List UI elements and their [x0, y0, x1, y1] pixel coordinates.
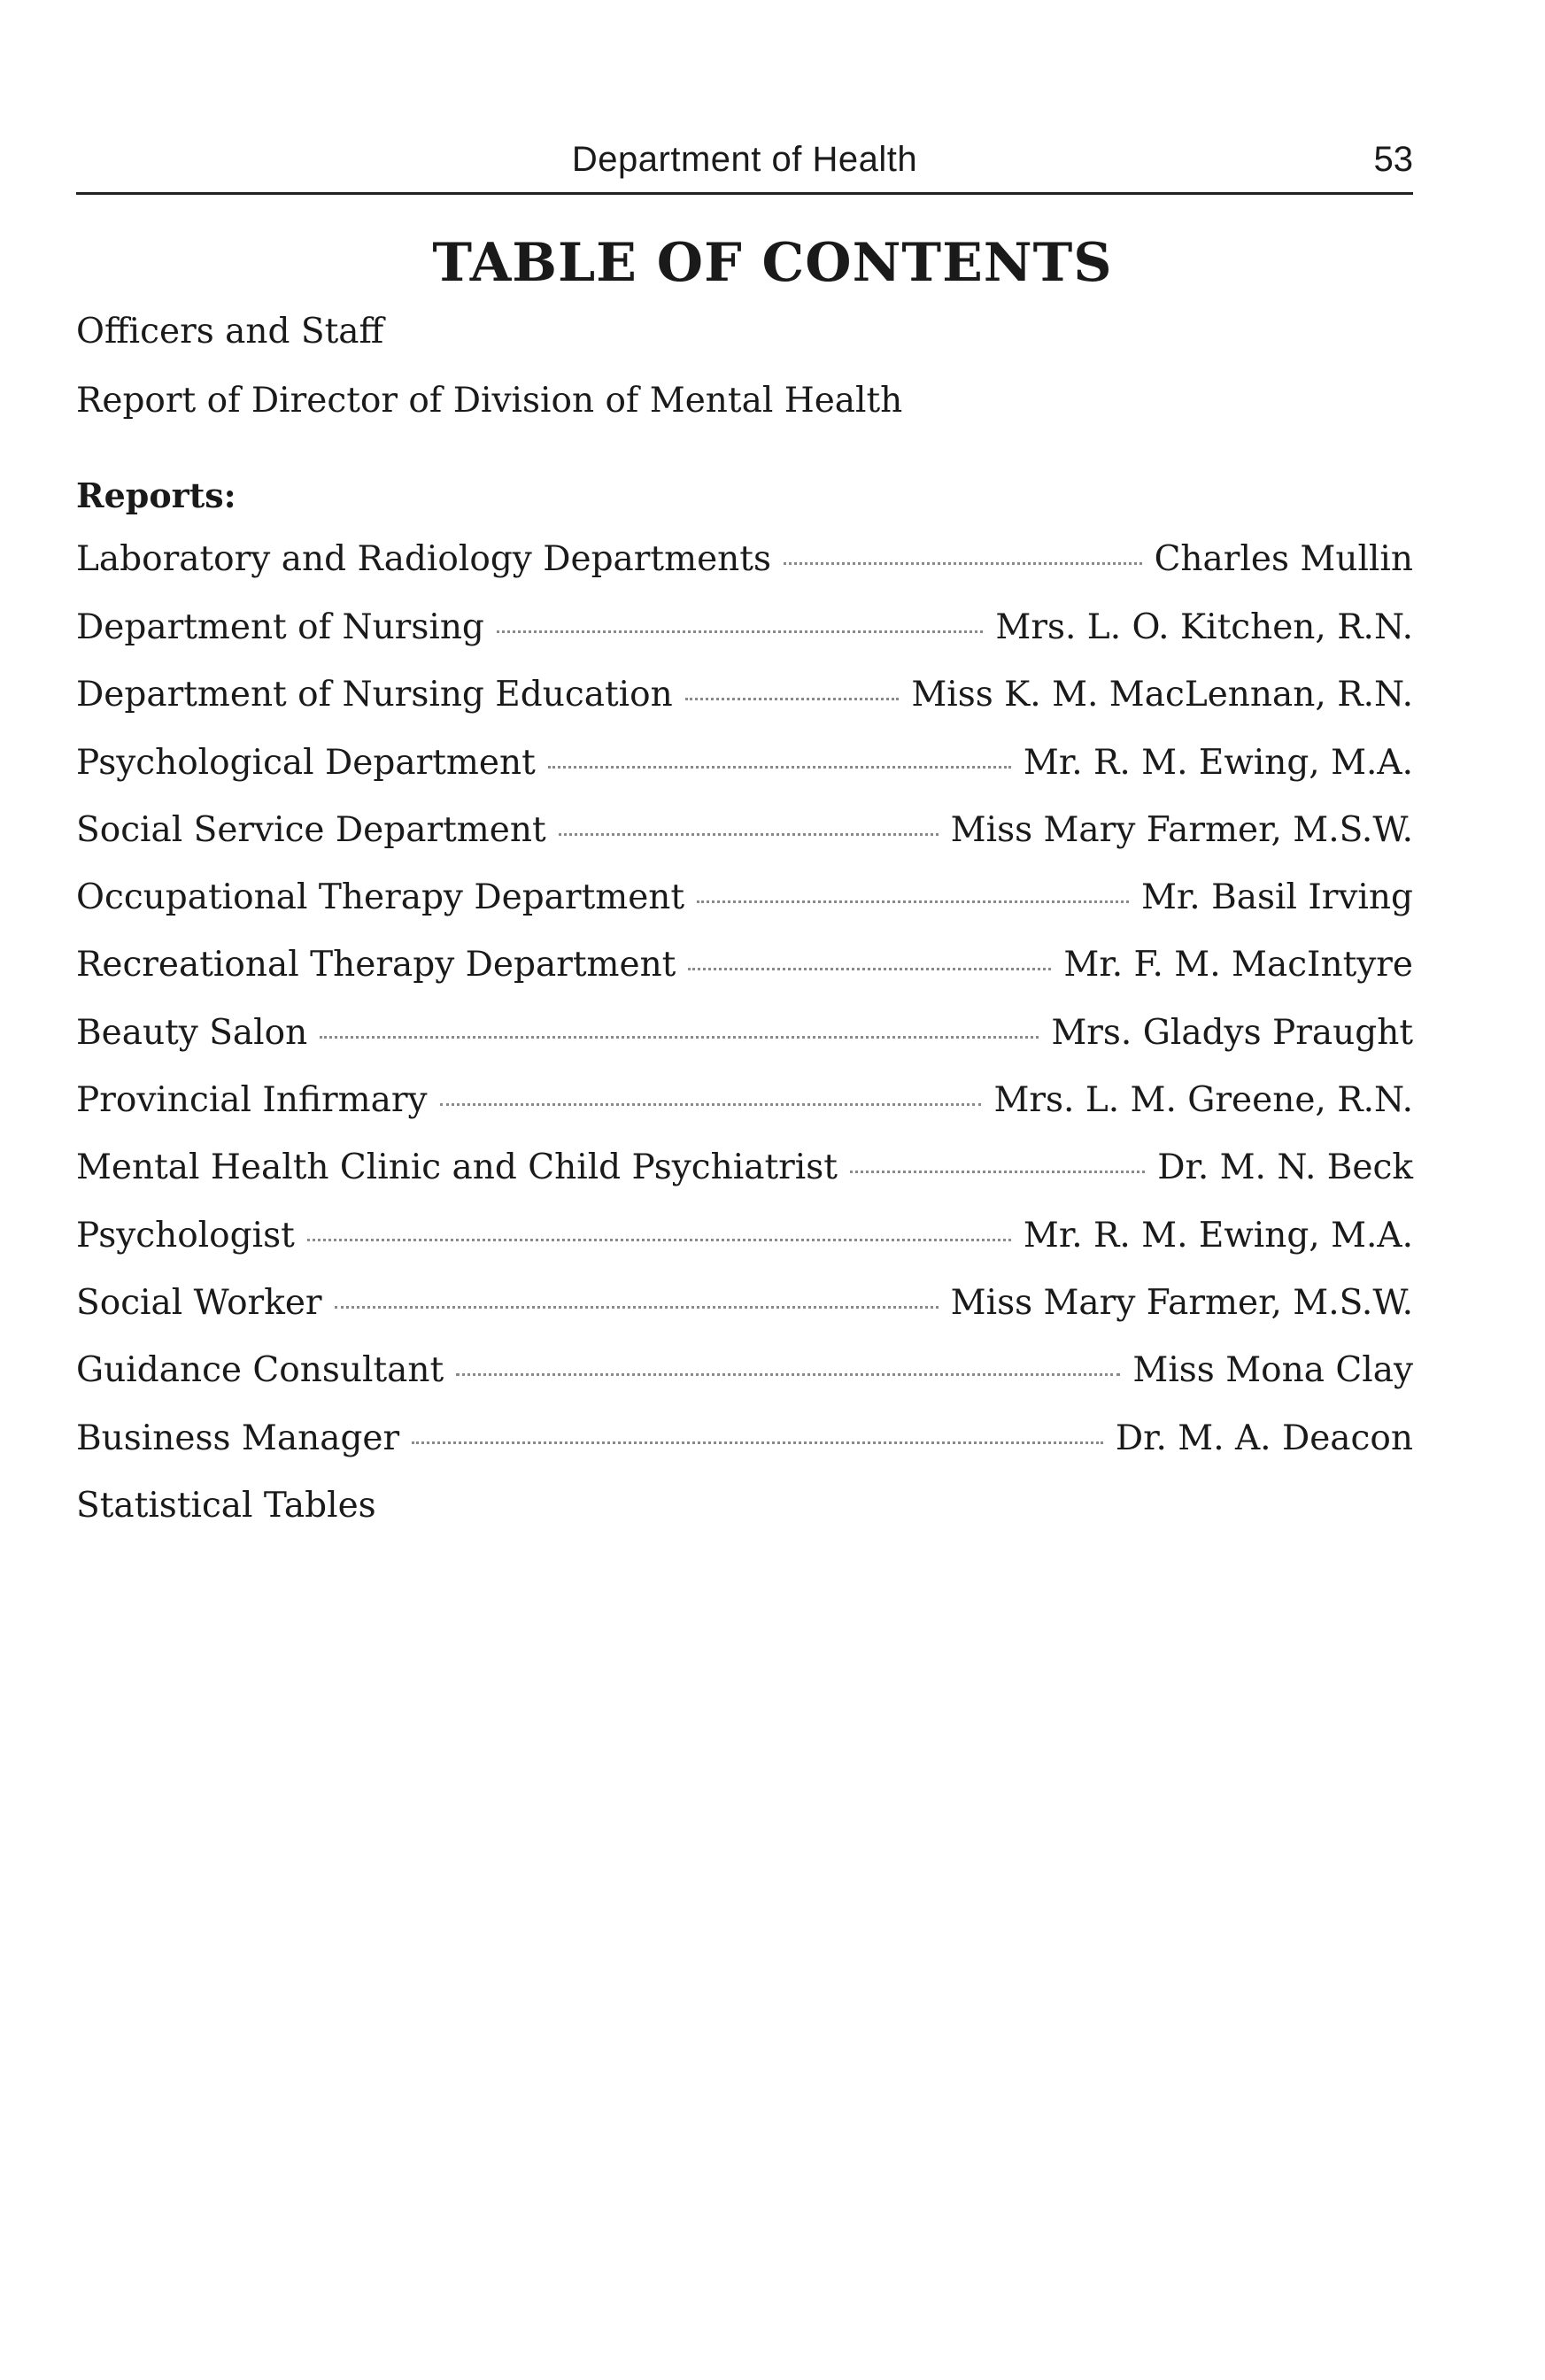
dot-leader: [456, 1373, 1120, 1376]
toc-entry: [76, 743, 1413, 787]
dot-leader: [850, 1171, 1145, 1173]
dot-leader: [440, 1103, 982, 1106]
toc-entry-label: Psychologist: [76, 1216, 295, 1256]
toc-entry-label: Recreational Therapy Department: [76, 945, 676, 985]
dot-leader: [548, 766, 1011, 769]
toc-entry: [76, 1283, 1413, 1327]
running-header: [76, 133, 1413, 186]
toc-entry-statistical-tables: Statistical Tables: [76, 1486, 376, 1526]
toc-entry-author: Mr. R. M. Ewing, M.A.: [1023, 1216, 1413, 1256]
toc-entry-label: Mental Health Clinic and Child Psychiatrist: [76, 1148, 838, 1187]
dot-leader: [307, 1239, 1011, 1241]
toc-entry-label: Beauty Salon: [76, 1013, 308, 1053]
toc-entry-author: Miss Mary Farmer, M.S.W.: [950, 810, 1413, 850]
toc-entry-label: Business Manager: [76, 1418, 400, 1458]
running-title: Department of Health: [571, 140, 918, 179]
toc-entry-author: Mrs. L. O. Kitchen, R.N.: [995, 607, 1413, 647]
dot-leader: [685, 698, 900, 700]
toc-entry-label: Occupational Therapy Department: [76, 877, 685, 917]
dot-leader: [559, 833, 939, 836]
toc-entry-author: Mr. F. M. MacIntyre: [1063, 945, 1413, 985]
dot-leader: [320, 1036, 1039, 1039]
toc-entry: [76, 877, 1413, 922]
toc-entry-author: Mrs. Gladys Praught: [1051, 1013, 1413, 1053]
toc-entry: [76, 1013, 1413, 1057]
toc-entry-label: Department of Nursing: [76, 607, 484, 647]
toc-entry: [76, 1216, 1413, 1260]
toc-entry-author: Miss Mona Clay: [1132, 1350, 1413, 1390]
toc-entry: [76, 1148, 1413, 1192]
dot-leader: [784, 562, 1142, 565]
toc-entry: [76, 1350, 1413, 1395]
dot-leader: [412, 1441, 1103, 1444]
toc-entry-author: Mr. R. M. Ewing, M.A.: [1023, 743, 1413, 783]
toc-entry: [76, 607, 1413, 652]
dot-leader: [335, 1306, 939, 1309]
toc-entry-label: Guidance Consultant: [76, 1350, 444, 1390]
toc-entry-label: Social Worker: [76, 1283, 322, 1323]
toc-entry-officers: Officers and Staff: [76, 312, 384, 352]
toc-entry: [76, 945, 1413, 989]
toc-entry-label: Psychological Department: [76, 743, 536, 783]
toc-entry-author: Charles Mullin: [1154, 539, 1413, 579]
toc-entry: [76, 810, 1413, 854]
toc-entry-label: Provincial Infirmary: [76, 1080, 428, 1120]
toc-entry-label: Department of Nursing Education: [76, 675, 673, 715]
page-title: TABLE OF CONTENTS: [432, 232, 1113, 294]
toc-entry-label: Laboratory and Radiology Departments: [76, 539, 771, 579]
reports-heading: Reports:: [76, 475, 236, 515]
toc-entry: [76, 1080, 1413, 1124]
page-number: 53: [1373, 140, 1413, 179]
dot-leader: [497, 630, 984, 633]
toc-entry-director-report: Report of Director of Division of Mental Health: [76, 381, 903, 421]
toc-entry-author: Miss K. M. MacLennan, R.N.: [911, 675, 1413, 715]
toc-entry-author: Dr. M. N. Beck: [1157, 1148, 1413, 1187]
toc-entry-author: Dr. M. A. Deacon: [1115, 1418, 1413, 1458]
toc-entry: [76, 1418, 1413, 1463]
toc-entry-author: Mr. Basil Irving: [1141, 877, 1413, 917]
toc-entry: [76, 675, 1413, 719]
toc-entry: [76, 539, 1413, 583]
toc-entry-author: Miss Mary Farmer, M.S.W.: [950, 1283, 1413, 1323]
dot-leader: [688, 968, 1051, 970]
toc-entry-label: Social Service Department: [76, 810, 546, 850]
header-rule: [76, 192, 1413, 195]
toc-entry-author: Mrs. L. M. Greene, R.N.: [993, 1080, 1413, 1120]
dot-leader: [697, 900, 1129, 903]
